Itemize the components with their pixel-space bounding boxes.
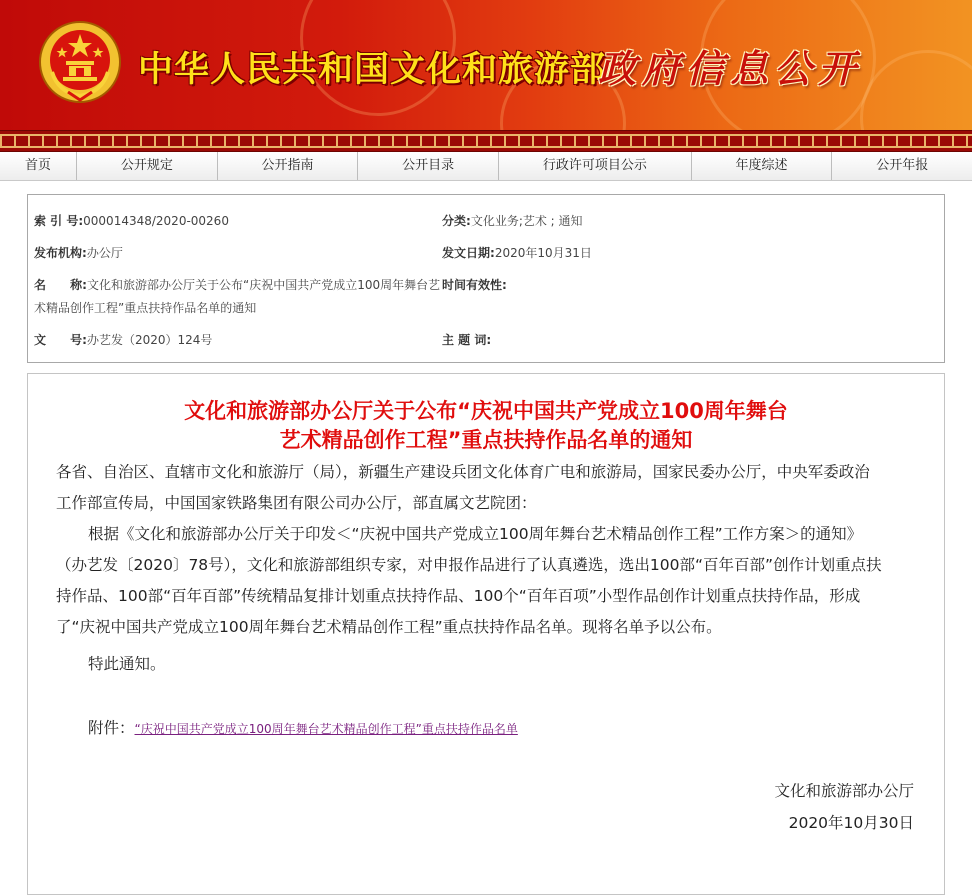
doc-name-line2 (34, 299, 256, 316)
body-line4: 了“庆祝中国共产党成立100周年舞台艺术精品创作工程”重点扶持作品名单。现将名单予以公布。 (56, 618, 722, 636)
issuer-label: 发布机构: (34, 246, 87, 260)
issue-date-value: 2020年10月31日 (494, 246, 592, 260)
fret-border (0, 130, 972, 152)
body-line1: 根据《文化和旅游部办公厅关于印发＜“庆祝中国共产党成立100周年舞台艺术精品创作工程”工作方案＞的通知》 (88, 525, 863, 543)
nav-catalog[interactable]: 公开目录 (358, 152, 499, 180)
banner-swirl (860, 50, 972, 130)
issue-date-label: 发文日期: (442, 246, 495, 260)
doc-name-value-line1: 文化和旅游部办公厅关于公布“庆祝中国共产党成立100周年舞台艺 (86, 278, 441, 292)
validity-label: 时间有效性: (442, 278, 507, 292)
index-number-value: 000014348/2020-00260 (83, 214, 229, 228)
issuer-value: 办公厅 (86, 246, 123, 260)
attachment (88, 713, 518, 745)
closing-text: 特此通知。 (88, 655, 166, 673)
validity (442, 276, 507, 293)
nav-home[interactable]: 首页 (0, 152, 77, 180)
doc-number-value: 办艺发（2020）124号 (86, 333, 213, 347)
national-emblem-icon (38, 20, 122, 104)
body-line2: （办艺发〔2020〕78号），文化和旅游部组织专家，对申报作品进行了认真遴选，选出100部“百年百部”创作计划重点扶 (56, 556, 882, 574)
nav-regulations[interactable]: 公开规定 (77, 152, 218, 180)
main-nav (0, 152, 972, 181)
recipients-line1: 各省、自治区、直辖市文化和旅游厅（局），新疆生产建设兵团文化体育广电和旅游局，国家民委办公厅，中央军委政治 (56, 463, 870, 481)
doc-number (34, 331, 212, 348)
nav-licensing[interactable]: 行政许可项目公示 (499, 152, 692, 180)
document-content (27, 373, 945, 895)
document-title-line1: 文化和旅游部办公厅关于公布“庆祝中国共产党成立100周年舞台 (184, 399, 788, 423)
keywords (442, 331, 491, 348)
document-title (28, 397, 944, 455)
body-line3: 持作品、100部“百年百部”传统精品复排计划重点扶持作品、100个“百年百项”小型作品创作计划重点扶持作品，形成 (56, 587, 861, 605)
issue-date (442, 244, 592, 261)
document-metadata (27, 194, 945, 363)
attachment-link[interactable]: “庆祝中国共产党成立100周年舞台艺术精品创作工程”重点扶持作品名单 (134, 722, 518, 736)
category (442, 212, 583, 229)
signature: 文化和旅游部办公厅 (774, 782, 914, 800)
attachment-label: 附件： (88, 719, 135, 737)
issuer (34, 244, 123, 261)
doc-name-label: 名 称: (34, 278, 87, 292)
document-title-line2: 艺术精品创作工程”重点扶持作品名单的通知 (279, 428, 693, 452)
signature-date: 2020年10月30日 (788, 814, 914, 832)
site-subtitle: 政府信息公开 (598, 46, 863, 91)
nav-annual-summary[interactable]: 年度综述 (692, 152, 833, 180)
index-number-label: 索 引 号: (34, 214, 84, 228)
site-title: 中华人民共和国文化和旅游部 (138, 50, 607, 90)
nav-guide[interactable]: 公开指南 (218, 152, 359, 180)
keywords-label: 主 题 词: (442, 333, 492, 347)
category-label: 分类: (442, 214, 471, 228)
nav-annual-report[interactable]: 公开年报 (876, 158, 929, 173)
doc-number-label: 文 号: (34, 333, 87, 347)
recipients-line2: 工作部宣传局，中国国家铁路集团有限公司办公厅，部直属文艺院团： (56, 494, 537, 512)
doc-name-value-line2: 术精品创作工程”重点扶持作品名单的通知 (34, 301, 257, 315)
index-number (34, 212, 229, 229)
doc-name-line1 (34, 276, 440, 293)
header-banner (0, 0, 972, 130)
category-value: 文化业务;艺术 ; 通知 (470, 214, 583, 228)
